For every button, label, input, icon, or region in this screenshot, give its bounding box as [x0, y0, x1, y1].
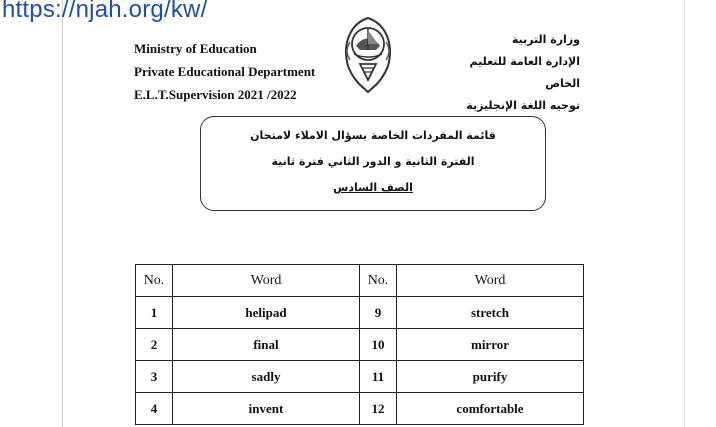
table-row	[136, 361, 584, 393]
table-row	[136, 329, 584, 361]
supervision-year: E.L.T.Supervision 2021 /2022	[134, 87, 297, 102]
table-row	[136, 297, 584, 329]
header-english	[134, 37, 315, 106]
spelling-word-table	[135, 264, 584, 425]
cell-word: helipad	[173, 297, 360, 329]
supervision-arabic: توجيه اللغة الإنجليزية	[466, 99, 580, 112]
cell-number: 2	[136, 329, 173, 361]
table-row	[136, 393, 584, 425]
department-name-arabic: الإدارة العامة للتعليم الخاص	[469, 55, 580, 90]
cell-number: 12	[360, 393, 397, 425]
table-header-row	[136, 265, 584, 297]
page-edge	[62, 0, 63, 427]
exam-title-box	[200, 116, 546, 211]
cell-number: 11	[360, 361, 397, 393]
cell-word: mirror	[397, 329, 584, 361]
department-name: Private Educational Department	[134, 64, 316, 79]
cell-number: 9	[360, 297, 397, 329]
grade-line: الصف السادس	[333, 181, 413, 194]
cell-word: stretch	[397, 297, 584, 329]
kuwait-emblem-icon	[336, 14, 400, 94]
cell-number: 3	[136, 361, 173, 393]
cell-number: 10	[360, 329, 397, 361]
exam-period-line: الفترة الثانية و الدور الثاني فترة ثانية	[271, 155, 475, 168]
cell-word: invent	[173, 393, 360, 425]
cell-word: final	[173, 329, 360, 361]
cell-number: 1	[136, 297, 173, 329]
cell-word: comfortable	[397, 393, 584, 425]
column-header-no: No.	[136, 265, 173, 297]
column-header-word: Word	[397, 265, 584, 297]
page-edge	[684, 0, 685, 427]
cell-word: purify	[397, 361, 584, 393]
ministry-name: Ministry of Education	[134, 41, 257, 56]
exam-title-line: قائمة المفردات الخاصة بسؤال الاملاء لامتحان	[250, 129, 496, 142]
source-url-watermark: https://njah.org/kw/	[2, 0, 208, 23]
header-arabic	[450, 29, 580, 117]
cell-number: 4	[136, 393, 173, 425]
cell-word: sadly	[173, 361, 360, 393]
column-header-no: No.	[360, 265, 397, 297]
ministry-name-arabic: وزارة التربية	[511, 33, 580, 46]
column-header-word: Word	[173, 265, 360, 297]
